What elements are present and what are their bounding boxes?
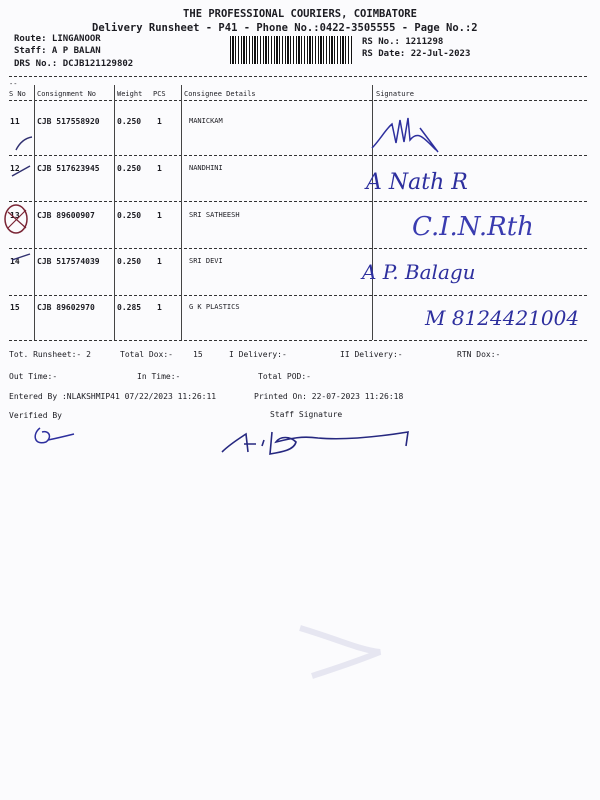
handwritten-phone-row15: M 8124421004 <box>425 306 580 330</box>
printed-on: Printed On: 22-07-2023 11:26:18 <box>254 392 404 401</box>
handwritten-signature-row12: A Nath R <box>366 170 468 195</box>
row-consignment: CJB 517558920 <box>37 117 100 126</box>
scan-artifact-icon <box>300 628 380 676</box>
row-weight: 0.250 <box>117 211 142 220</box>
col-sno-header: S No <box>9 90 26 98</box>
rs-number: RS No.: 1211298 <box>362 37 444 47</box>
verifier-initial-icon <box>35 428 74 443</box>
row-weight: 0.285 <box>117 303 142 312</box>
company-name: THE PROFESSIONAL COURIERS, COIMBATORE <box>183 8 417 20</box>
total-pod-label: Total POD:- <box>258 372 311 381</box>
row-sno: 11 <box>10 117 20 126</box>
row-consignee: SRI SATHEESH <box>189 211 240 219</box>
staff-label: Staff: A P BALAN <box>14 46 101 56</box>
total-dox-label: Total Dox:- <box>120 350 173 359</box>
row-consignee: MANICKAM <box>189 117 223 125</box>
row-pcs: 1 <box>157 303 162 312</box>
row-pcs: 1 <box>157 117 162 126</box>
tick-mark-icon <box>12 254 30 260</box>
row-pcs: 1 <box>157 164 162 173</box>
col-consignment-header: Consignment No <box>37 90 97 98</box>
handwritten-signature-row14: A P. Balagu <box>362 260 476 284</box>
entered-by: Entered By :NLAKSHMIP41 07/22/2023 11:26:11 <box>9 392 217 401</box>
total-runsheet: Tot. Runsheet:- 2 <box>9 350 91 359</box>
row-weight: 0.250 <box>117 164 142 173</box>
ii-delivery-label: II Delivery:- <box>340 350 403 359</box>
runsheet-title: Delivery Runsheet - P41 - Phone No.:0422-3505555 - Page No.:2 <box>92 22 478 34</box>
row-pcs: 1 <box>157 257 162 266</box>
row-consignee: G K PLASTICS <box>189 303 240 311</box>
row-sno: 14 <box>10 257 20 266</box>
row-sno: 15 <box>10 303 20 312</box>
col-weight-header: Weight <box>117 90 143 98</box>
row-consignment: CJB 89600907 <box>37 211 95 220</box>
col-marker: -- <box>9 80 18 88</box>
col-pcs-header: PCS <box>153 90 166 98</box>
cross-mark-icon <box>8 210 26 228</box>
rtn-dox-label: RTN Dox:- <box>457 350 501 359</box>
row-consignment: CJB 89602970 <box>37 303 95 312</box>
total-dox-value: 15 <box>193 350 203 359</box>
col-signature-header: Signature <box>376 90 414 98</box>
route-label: Route: LINGANOOR <box>14 34 101 44</box>
row-pcs: 1 <box>157 211 162 220</box>
drs-number: DRS No.: DCJB121129802 <box>14 59 134 69</box>
out-time-label: Out Time:- <box>9 372 58 381</box>
tick-mark-icon <box>16 137 32 150</box>
col-consignee-header: Consignee Details <box>184 90 256 98</box>
handwritten-signature-row13: C.I.N.Rth <box>412 212 534 242</box>
verified-by-label: Verified By <box>9 411 62 420</box>
row-weight: 0.250 <box>117 257 142 266</box>
rs-date: RS Date: 22-Jul-2023 <box>362 49 471 59</box>
row-sno: 12 <box>10 164 20 173</box>
in-time-label: In Time:- <box>137 372 181 381</box>
row-consignment: CJB 517574039 <box>37 257 100 266</box>
i-delivery-label: I Delivery:- <box>229 350 287 359</box>
scribble-signature-icon <box>372 118 438 152</box>
staff-signature-icon <box>222 432 408 454</box>
staff-signature-label: Staff Signature <box>270 410 343 419</box>
row-consignment: CJB 517623945 <box>37 164 100 173</box>
row-weight: 0.250 <box>117 117 142 126</box>
row-consignee: SRI DEVI <box>189 257 223 265</box>
row-sno: 13 <box>10 211 20 220</box>
tick-mark-icon <box>12 166 30 176</box>
row-consignee: NANDHINI <box>189 164 223 172</box>
